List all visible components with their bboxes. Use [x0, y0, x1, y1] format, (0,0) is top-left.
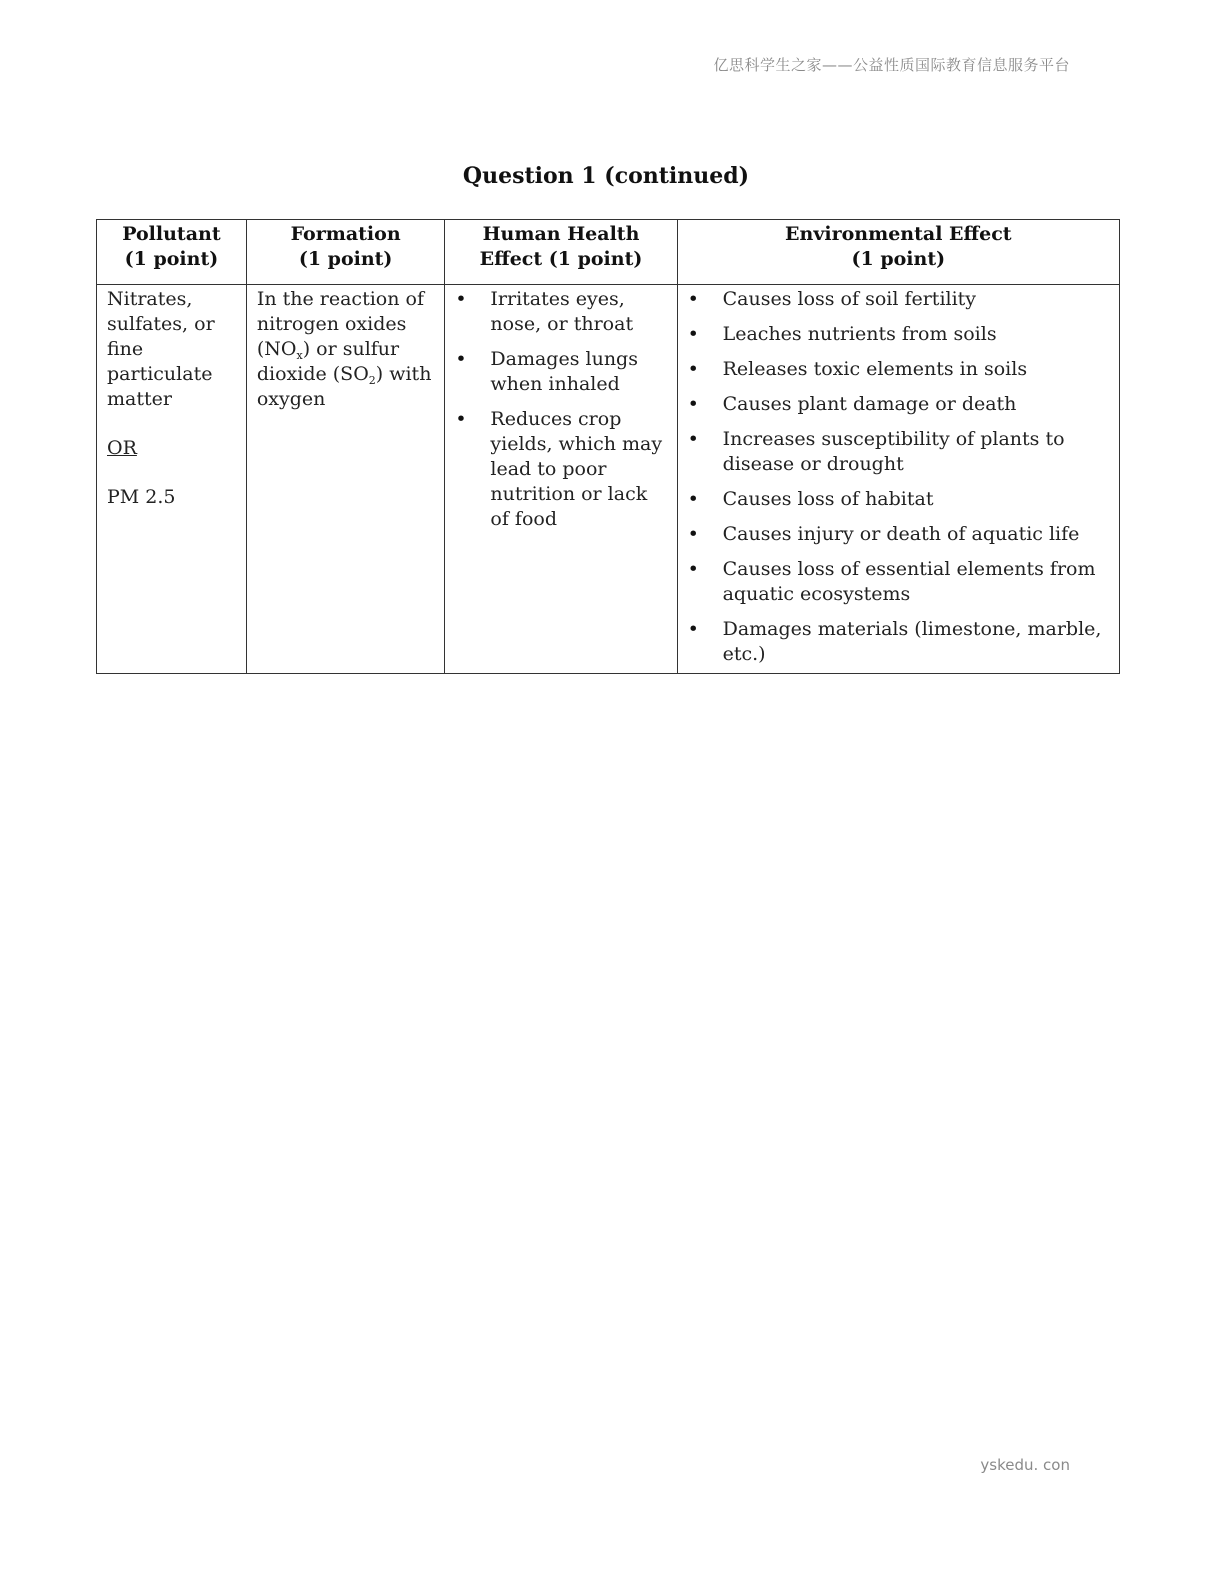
list-item [455, 347, 670, 397]
header-human-health [445, 220, 677, 285]
list-item [688, 487, 1113, 512]
header-health-line2: Effect (1 point) [479, 248, 643, 270]
header-row [97, 220, 1120, 285]
environmental-effect-cell [677, 285, 1119, 674]
page-title: Question 1 (continued) [462, 163, 750, 189]
list-item [455, 407, 670, 532]
bullet-icon: • [687, 288, 699, 310]
header-formation [246, 220, 445, 285]
list-item [688, 357, 1113, 382]
list-item [688, 287, 1113, 312]
pollutant-cell [97, 285, 247, 674]
environmental-effect-list [688, 287, 1113, 667]
bullet-icon: • [687, 618, 699, 640]
environmental-effect-text: Damages materials (limestone, marble, etc.) [722, 618, 1102, 665]
formation-part2: ) or sulfur dioxide (SO [256, 338, 400, 385]
formation-text [257, 287, 439, 412]
header-pollutant-line1: Pollutant [122, 223, 221, 245]
environmental-effect-text: Releases toxic elements in soils [722, 358, 1028, 380]
health-effect-cell [445, 285, 677, 674]
bullet-icon: • [687, 523, 699, 545]
environmental-effect-text: Leaches nutrients from soils [722, 323, 997, 345]
header-environmental [677, 220, 1119, 285]
bullet-icon: • [687, 358, 699, 380]
health-effect-list [455, 287, 670, 532]
list-item [688, 557, 1113, 607]
header-health-line1: Human Health [482, 223, 640, 245]
environmental-effect-text: Causes loss of habitat [722, 488, 934, 510]
health-effect-text: Reduces crop yields, which may lead to poor nutrition or lack of food [490, 408, 663, 530]
list-item [688, 522, 1113, 547]
environmental-effect-text: Causes injury or death of aquatic life [722, 523, 1080, 545]
watermark-footer: yskedu. con [980, 1456, 1070, 1474]
list-item [688, 427, 1113, 477]
table-row [97, 285, 1120, 674]
health-effect-text: Irritates eyes, nose, or throat [490, 288, 634, 335]
bullet-icon: • [687, 558, 699, 580]
header-env-line2: (1 point) [851, 248, 946, 270]
header-env-line1: Environmental Effect [785, 223, 1012, 245]
environmental-effect-text: Increases susceptibility of plants to disease or drought [722, 428, 1065, 475]
pollutant-alternative: PM 2.5 [107, 486, 176, 508]
bullet-icon: • [455, 288, 467, 310]
bullet-icon: • [687, 488, 699, 510]
table-header [97, 220, 1120, 285]
header-formation-line1: Formation [290, 223, 401, 245]
formation-subscript-2: 2 [368, 374, 376, 387]
list-item [455, 287, 670, 337]
pollutant-or: OR [107, 437, 137, 459]
bullet-icon: • [455, 348, 467, 370]
header-formation-line2: (1 point) [298, 248, 393, 270]
formation-part1: In the reaction of nitrogen oxides (NO [256, 288, 424, 360]
environmental-effect-text: Causes loss of soil fertility [722, 288, 977, 310]
list-item [688, 617, 1113, 667]
list-item [688, 392, 1113, 417]
scoring-table [96, 219, 1120, 674]
header-pollutant-line2: (1 point) [124, 248, 219, 270]
formation-subscript-x: x [296, 349, 303, 362]
environmental-effect-text: Causes plant damage or death [722, 393, 1017, 415]
pollutant-text: Nitrates, sulfates, or fine particulate matter [107, 288, 215, 410]
bullet-icon: • [687, 393, 699, 415]
watermark-header: 亿思科学生之家——公益性质国际教育信息服务平台 [713, 56, 1070, 74]
formation-cell [246, 285, 445, 674]
bullet-icon: • [455, 408, 467, 430]
health-effect-text: Damages lungs when inhaled [490, 348, 638, 395]
environmental-effect-text: Causes loss of essential elements from aquatic ecosystems [722, 558, 1096, 605]
header-pollutant [97, 220, 247, 285]
bullet-icon: • [687, 323, 699, 345]
bullet-icon: • [687, 428, 699, 450]
table-body [97, 285, 1120, 674]
list-item [688, 322, 1113, 347]
formation-part3: ) with oxygen [256, 363, 432, 410]
